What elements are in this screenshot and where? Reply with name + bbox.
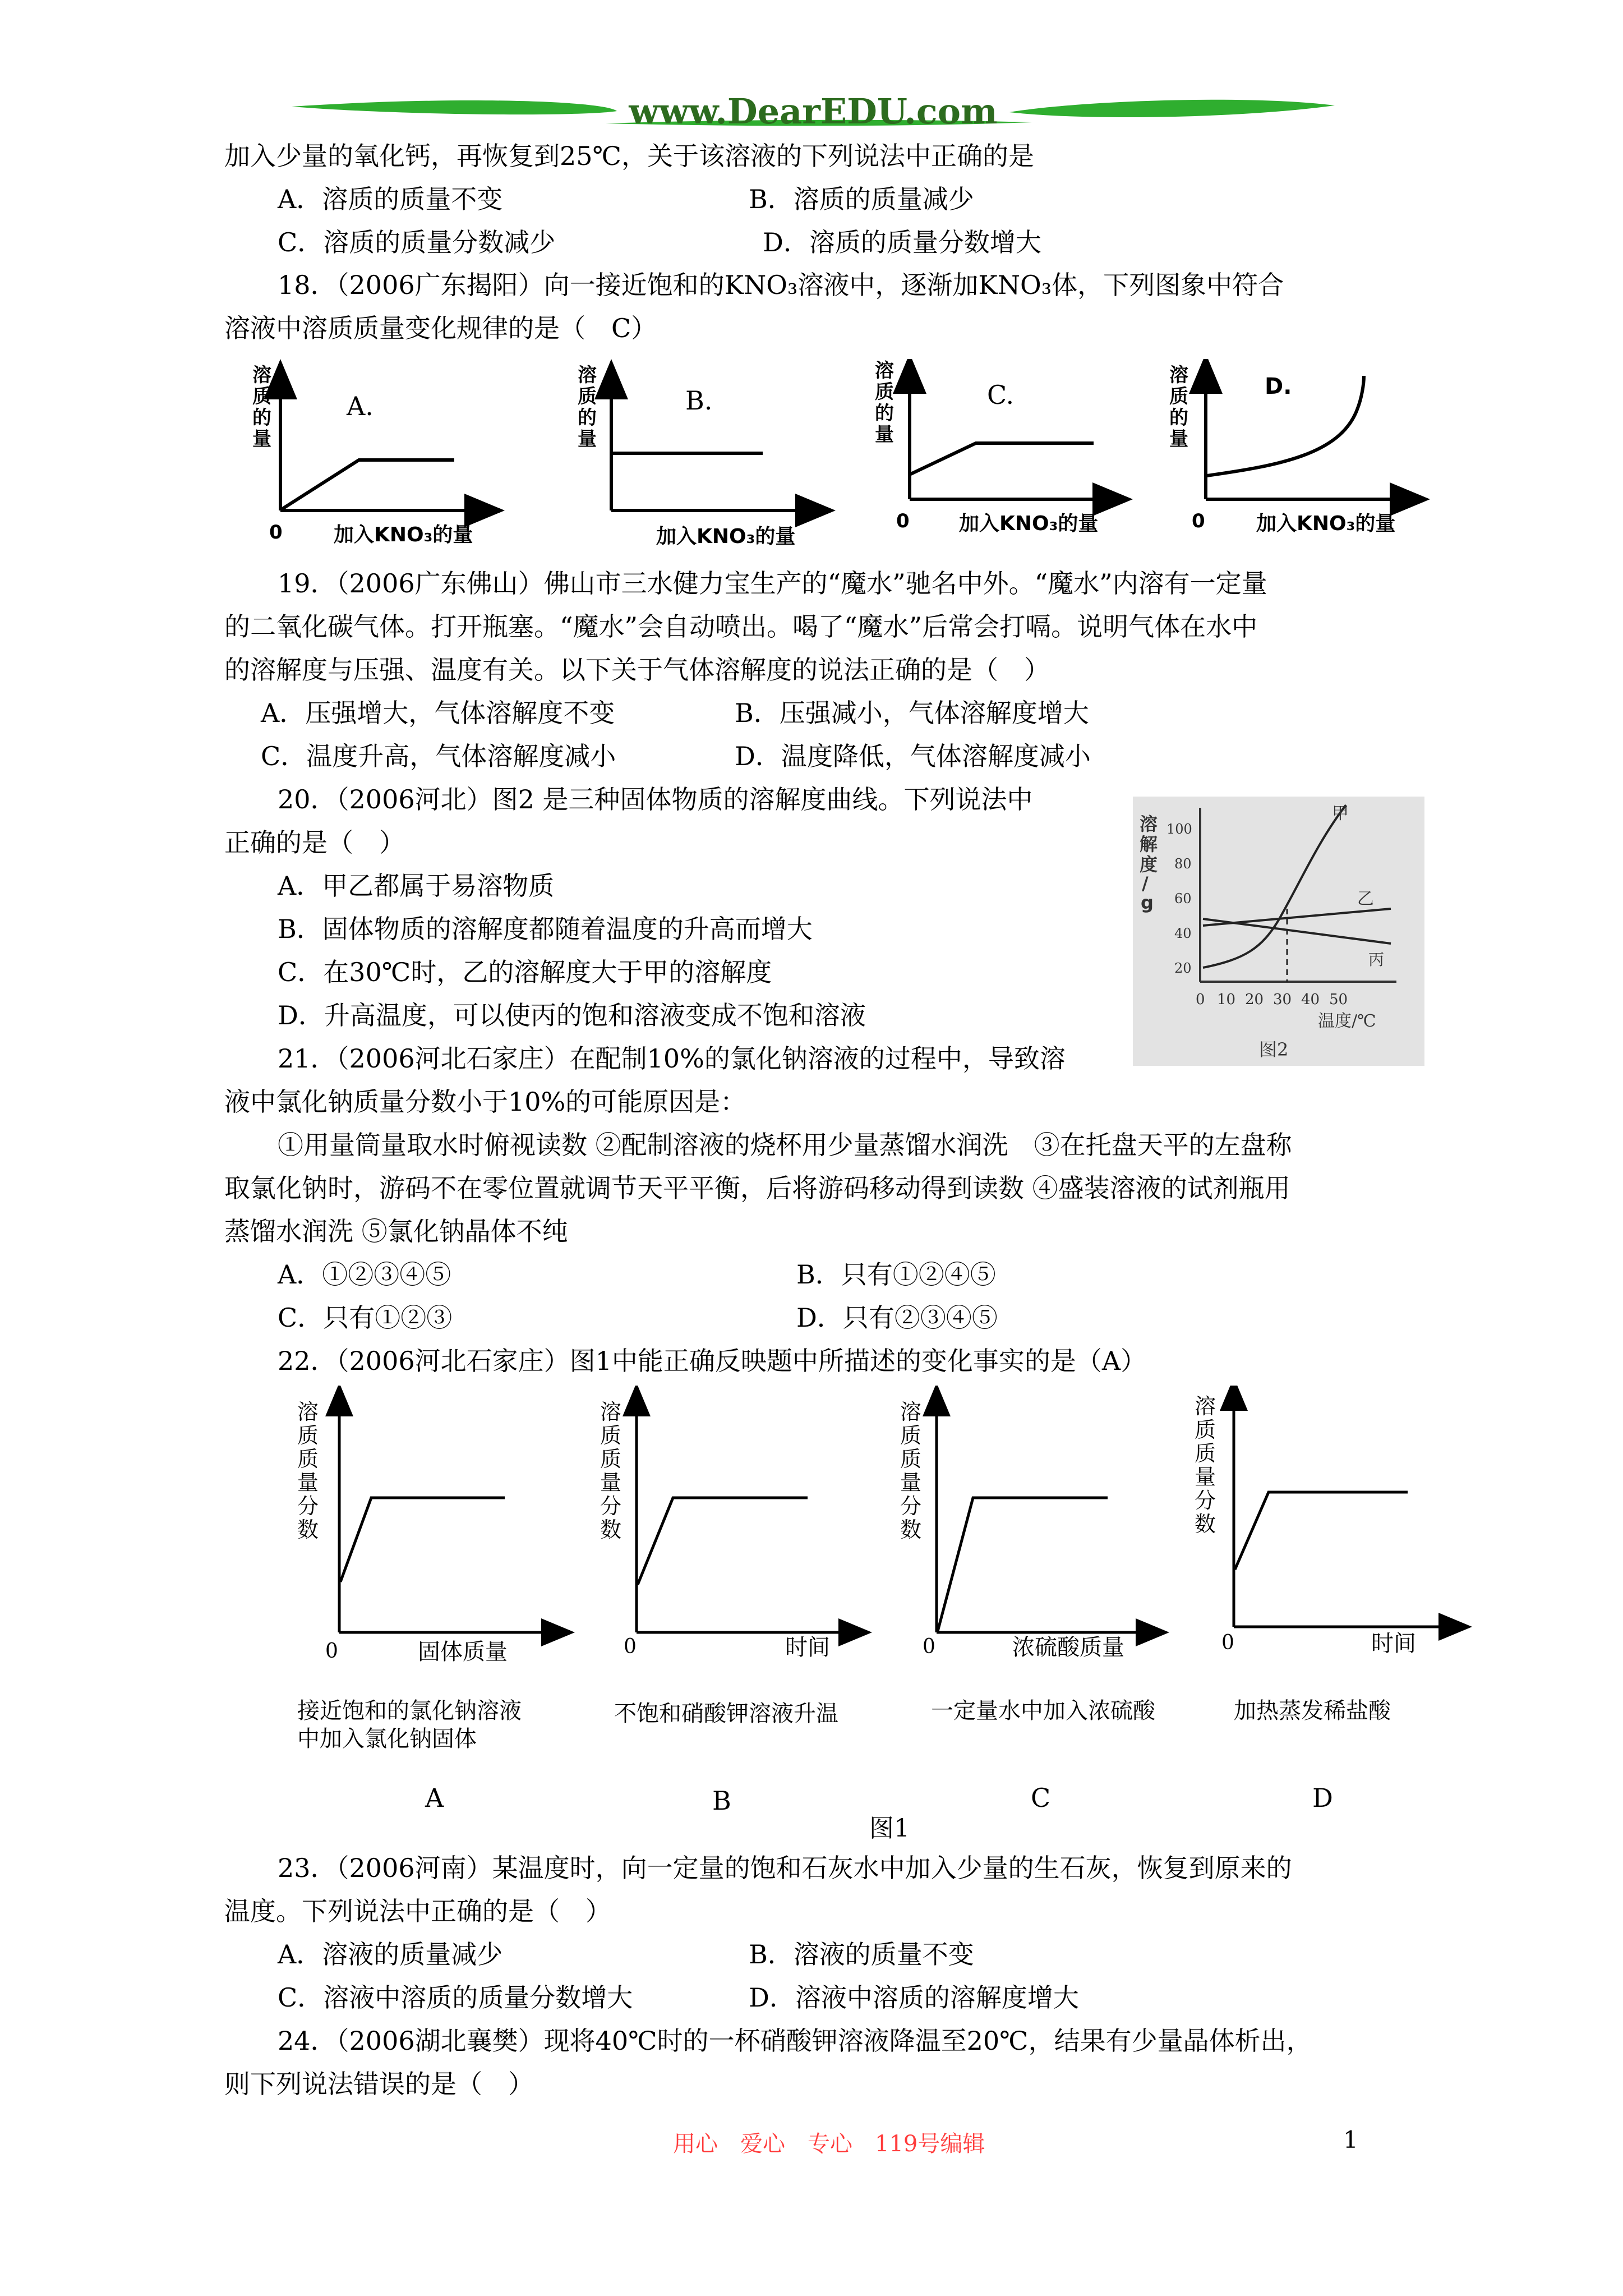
- x-tick: 50: [1329, 991, 1348, 1008]
- q22-graph-b: [600, 1397, 858, 1658]
- y-label-char: 质: [600, 1447, 622, 1471]
- y-label-char: 质: [297, 1447, 319, 1471]
- x-axis-label: 加入KNO₃的量: [656, 525, 796, 548]
- x-tick: 20: [1245, 991, 1264, 1008]
- option-d: D．溶质的质量分数增大: [763, 227, 1041, 257]
- graph-letter: B.: [685, 385, 713, 416]
- y-label-char: 分: [900, 1494, 922, 1519]
- origin-label: 0: [325, 1640, 338, 1663]
- q22-graphs: [280, 1386, 1486, 1666]
- y-label-char: 的: [578, 407, 597, 429]
- y-label-char: 解: [1140, 834, 1158, 855]
- question-23-cont: 温度。下列说法中正确的是（ ）: [224, 1896, 611, 1926]
- y-label-char: 数: [600, 1517, 622, 1542]
- option-a: A．①②③④⑤: [278, 1259, 451, 1290]
- question-21: 21．（2006河北石家庄）在配制10%的氯化钠溶液的过程中，导致溶: [278, 1043, 1066, 1074]
- graph-letter: A: [425, 1783, 444, 1813]
- y-label-char: 质: [578, 385, 597, 408]
- y-label-char: 溶: [1140, 813, 1158, 835]
- y-label-char: 量: [1195, 1465, 1216, 1489]
- question-24-cont: 则下列说法错误的是（ ）: [224, 2069, 534, 2099]
- text-line: 加入少量的氧化钙，再恢复到25℃，关于该溶液的下列说法中正确的是: [224, 141, 1034, 171]
- q18-graphs: [241, 359, 1447, 561]
- x-tick: 40: [1301, 991, 1320, 1008]
- x-axis-label: 固体质量: [418, 1639, 508, 1665]
- y-label-char: 质: [1195, 1418, 1216, 1442]
- graph-description: 一定量水中加入浓硫酸: [931, 1698, 1155, 1724]
- x-axis-label: 加入KNO₃的量: [1256, 512, 1396, 535]
- question-19: 19．（2006广东佛山）佛山市三水健力宝生产的“魔水”驰名中外。“魔水”内溶有一定量: [278, 568, 1267, 599]
- question-19-cont: 的溶解度与压强、温度有关。以下关于气体溶解度的说法正确的是（ ）: [224, 655, 1050, 685]
- x-axis-label: 时间: [785, 1635, 830, 1660]
- x-axis-label: 温度/℃: [1318, 1011, 1376, 1031]
- y-label-char: 数: [1195, 1512, 1216, 1536]
- y-tick: 100: [1166, 821, 1192, 837]
- y-label-char: 质: [875, 381, 894, 403]
- option-d: D．溶液中溶质的溶解度增大: [749, 1982, 1079, 2013]
- header-site: www.DearEDU.com: [629, 91, 998, 132]
- y-tick: 80: [1174, 856, 1192, 872]
- y-label-char: 分: [297, 1494, 319, 1519]
- question-21-cont: 液中氯化钠质量分数小于10%的可能原因是：: [224, 1087, 746, 1117]
- question-20: 20．（2006河北）图2 是三种固体物质的溶解度曲线。下列说法中: [278, 784, 1033, 815]
- y-label-char: 的: [875, 402, 894, 425]
- y-label-char: 量: [252, 428, 271, 450]
- q18-graph-a: [252, 364, 488, 546]
- y-label-char: 溶: [297, 1400, 319, 1424]
- y-label-char: 分: [1195, 1488, 1216, 1513]
- option-b: B．只有①②④⑤: [796, 1259, 996, 1290]
- option-d: D．只有②③④⑤: [796, 1303, 998, 1333]
- option-b: B．压强减小，气体溶解度增大: [735, 698, 1089, 728]
- x-axis-label: 浓硫酸质量: [1012, 1635, 1124, 1660]
- question-18-cont: 溶液中溶质质量变化规律的是（ C）: [224, 313, 657, 343]
- y-label-char: 度: [1140, 854, 1158, 875]
- y-label-char: 溶: [578, 364, 597, 386]
- origin-label: 0: [624, 1635, 637, 1658]
- figure-caption: 图1: [869, 1814, 910, 1843]
- question-20-cont: 正确的是（ ）: [224, 827, 405, 858]
- y-label-char: 数: [297, 1517, 319, 1542]
- graph-letter: C.: [987, 380, 1015, 410]
- origin-label: 0: [1221, 1631, 1234, 1654]
- y-label-char: 溶: [875, 360, 894, 382]
- graph-letter: A.: [347, 391, 374, 421]
- x-tick: 0: [1196, 991, 1205, 1008]
- y-label-char: 质: [600, 1423, 622, 1448]
- question-21-cont: 取氯化钠时，游码不在零位置就调节天平平衡，后将游码移动得到读数 ④盛装溶液的试剂瓶用: [224, 1173, 1290, 1203]
- figure-caption: 图2: [1259, 1039, 1289, 1060]
- y-label-char: 溶: [1169, 364, 1188, 386]
- y-label-char: 量: [578, 428, 597, 450]
- y-label-char: 质: [900, 1447, 922, 1471]
- y-label-char: 溶: [600, 1400, 622, 1424]
- x-axis-label: 加入KNO₃的量: [334, 523, 473, 546]
- option-c: C．温度升高，气体溶解度减小: [261, 741, 616, 771]
- q18-graph-b: [578, 364, 819, 548]
- option-d: D．温度降低，气体溶解度减小: [735, 741, 1091, 771]
- y-label-char: /: [1142, 873, 1149, 894]
- question-21-cont: ①用量筒量取水时俯视读数 ②配制溶液的烧杯用少量蒸馏水润洗 ③在托盘天平的左盘称: [278, 1130, 1292, 1160]
- graph-letter: D.: [1265, 374, 1292, 399]
- figure-2-photo: [1133, 797, 1424, 1066]
- y-tick: 60: [1174, 891, 1192, 907]
- y-label-char: 溶: [252, 364, 271, 386]
- option-b: B．固体物质的溶解度都随着温度的升高而增大: [278, 914, 813, 944]
- q22-graph-a: [297, 1397, 561, 1663]
- y-label-char: 的: [252, 407, 271, 429]
- graph-letter: B: [712, 1786, 731, 1816]
- q22-graph-d: [1195, 1391, 1458, 1654]
- graph-letter: D: [1312, 1783, 1333, 1813]
- option-a: A．溶质的质量不变: [278, 184, 503, 214]
- x-axis-label: 加入KNO₃的量: [959, 512, 1099, 535]
- question-19-cont: 的二氧化碳气体。打开瓶塞。“魔水”会自动喷出。喝了“魔水”后常会打嗝。说明气体在水中: [224, 611, 1258, 642]
- y-label-char: 数: [900, 1517, 922, 1542]
- origin-label: 0: [923, 1635, 935, 1658]
- q18-graph-d: [1169, 364, 1413, 535]
- question-22: 22．（2006河北石家庄）图1中能正确反映题中所描述的变化事实的是（A）: [278, 1346, 1147, 1376]
- q22-graph-c: [900, 1397, 1155, 1658]
- option-c: C．在30℃时，乙的溶解度大于甲的溶解度: [278, 957, 772, 987]
- graph-letter: C: [1031, 1783, 1051, 1813]
- y-label-char: 分: [600, 1494, 622, 1519]
- label-jia: 甲: [1332, 804, 1349, 823]
- y-label-char: 质: [900, 1423, 922, 1448]
- option-d: D．升高温度，可以使丙的饱和溶液变成不饱和溶液: [278, 1000, 866, 1030]
- y-label-char: 量: [1169, 428, 1188, 450]
- y-tick: 20: [1174, 960, 1192, 976]
- y-label-char: 量: [297, 1470, 319, 1495]
- option-c: C．溶液中溶质的质量分数增大: [278, 1982, 633, 2013]
- y-label-char: 量: [875, 424, 894, 446]
- label-bing: 丙: [1368, 950, 1385, 969]
- question-18: 18．（2006广东揭阳）向一接近饱和的KNO₃溶液中，逐渐加KNO₃体，下列图象中符合: [278, 270, 1284, 300]
- y-label-char: 的: [1169, 407, 1188, 429]
- y-label-char: 质: [1195, 1441, 1216, 1466]
- header-banner: [292, 90, 1335, 140]
- option-c: C．溶质的质量分数减少: [278, 227, 556, 257]
- y-label-char: g: [1141, 892, 1154, 913]
- y-label-char: 量: [900, 1470, 922, 1495]
- label-yi: 乙: [1357, 889, 1374, 909]
- y-label-char: 溶: [900, 1400, 922, 1424]
- option-b: B．溶质的质量减少: [749, 184, 974, 214]
- origin-label: 0: [896, 510, 910, 532]
- y-label-char: 量: [600, 1470, 622, 1495]
- question-23: 23．（2006河南）某温度时，向一定量的饱和石灰水中加入少量的生石灰，恢复到原来的: [278, 1853, 1292, 1883]
- y-label-char: 质: [252, 385, 271, 408]
- footer-text: 用心 爱心 专心 119号编辑: [673, 2131, 985, 2157]
- y-label-char: 质: [1169, 385, 1188, 408]
- graph-description: 不饱和硝酸钾溶液升温: [614, 1701, 838, 1727]
- graph-description: 中加入氯化钠固体: [297, 1726, 477, 1752]
- graph-description: 接近饱和的氯化钠溶液: [297, 1698, 522, 1724]
- graph-description: 加热蒸发稀盐酸: [1234, 1698, 1391, 1724]
- option-a: A．甲乙都属于易溶物质: [278, 871, 555, 901]
- y-label-char: 质: [297, 1423, 319, 1448]
- option-c: C．只有①②③: [278, 1303, 453, 1333]
- x-axis-label: 时间: [1371, 1631, 1416, 1657]
- x-tick: 30: [1273, 991, 1292, 1008]
- y-label-char: 溶: [1195, 1394, 1216, 1419]
- origin-label: 0: [269, 521, 283, 544]
- option-b: B．溶液的质量不变: [749, 1939, 974, 1970]
- page-number: 1: [1343, 2126, 1358, 2154]
- y-tick: 40: [1174, 926, 1192, 941]
- question-24: 24．（2006湖北襄樊）现将40℃时的一杯硝酸钾溶液降温至20℃，结果有少量晶体析出，: [278, 2026, 1312, 2056]
- option-a: A．压强增大，气体溶解度不变: [261, 698, 615, 728]
- option-a: A．溶液的质量减少: [278, 1939, 503, 1970]
- x-tick: 10: [1217, 991, 1236, 1008]
- q18-graph-c: [875, 360, 1116, 535]
- question-21-cont: 蒸馏水润洗 ⑤氯化钠晶体不纯: [224, 1216, 568, 1246]
- origin-label: 0: [1192, 510, 1205, 532]
